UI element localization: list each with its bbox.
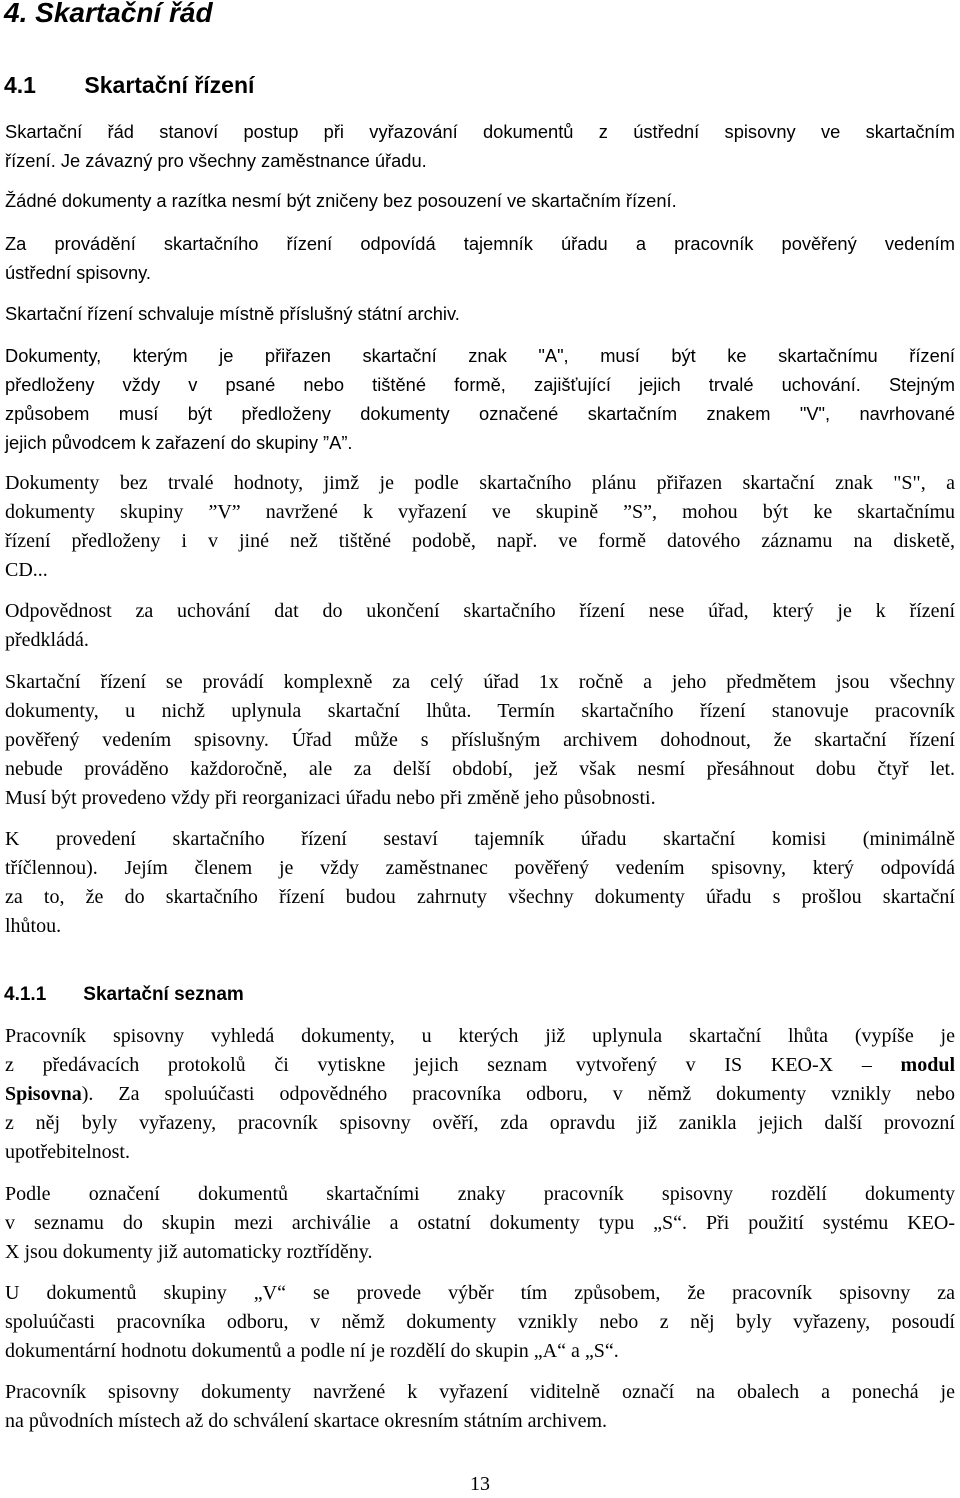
paragraph-line: z něj byly vyřazeny, pracovník spisovny ověří, zda opravdu již zanikla jejich další provozní [5, 1112, 955, 1134]
paragraph-line: způsobem musí být předloženy dokumenty označené skartačním znakem "V", navrhované [5, 403, 955, 424]
paragraph [5, 299, 955, 328]
paragraph-line: Odpovědnost za uchování dat do ukončení skartačního řízení nese úřad, který je k řízení [5, 600, 955, 622]
bold-term: modul [900, 1054, 955, 1076]
paragraph-line: v seznamu do skupin mezi archiválie a ostatní dokumenty typu „S“. Při použití systému KEO- [5, 1212, 955, 1234]
section-title: Skartační řízení [84, 72, 255, 98]
subsection-heading [4, 979, 244, 1011]
paragraph-line: U dokumentů skupiny „V“ se provede výběr tím způsobem, že pracovník spisovny za [5, 1282, 955, 1304]
paragraph-line: Pracovník spisovny vyhledá dokumenty, u kterých již uplynula skartační lhůta (vypíše je [5, 1025, 955, 1047]
paragraph-line: X jsou dokumenty již automaticky roztříděny. [5, 1241, 373, 1263]
paragraph [5, 1378, 955, 1436]
section-heading [4, 67, 254, 103]
paragraph [5, 341, 955, 457]
paragraph-line: z předávacích protokolů či vytiskne jejich seznam vytvořený v IS KEO-X – modul [5, 1054, 955, 1076]
paragraph-line: lhůtou. [5, 915, 62, 937]
paragraph-line: Dokumenty, kterým je přiřazen skartační znak "A", musí být ke skartačnímu řízení [5, 345, 955, 366]
paragraph-line: Dokumenty bez trvalé hodnoty, jimž je podle skartačního plánu přiřazen skartační znak "S", a [5, 472, 955, 494]
paragraph [5, 469, 955, 585]
paragraph [5, 229, 955, 287]
paragraph-line: Podle označení dokumentů skartačními znaky pracovník spisovny rozdělí dokumenty [5, 1183, 955, 1205]
paragraph-line: Musí být provedeno vždy při reorganizaci úřadu nebo při změně jeho působnosti. [5, 787, 656, 809]
paragraph-line: CD... [5, 559, 48, 581]
chapter-heading [4, 0, 213, 33]
paragraph-line: dokumenty, u nichž uplynula skartační lhůta. Termín skartačního řízení stanovuje pracovník [5, 700, 955, 722]
paragraph-line: jejich původcem k zařazení do skupiny ”A”. [5, 432, 353, 453]
section-number: 4.1 [4, 72, 36, 98]
paragraph-line: dokumentární hodnotu dokumentů a podle ní je rozdělí do skupin „A“ a „S“. [5, 1340, 619, 1362]
paragraph [5, 597, 955, 655]
paragraph-line: tříčlennou). Jejím členem je vždy zaměstnanec pověřený vedením spisovny, který odpovídá [5, 857, 955, 879]
paragraph-line: řízení. Je závazný pro všechny zaměstnance úřadu. [5, 150, 427, 171]
paragraph-line: na původních místech až do schválení skartace okresním státním archivem. [5, 1410, 608, 1432]
paragraph-line: spoluúčasti pracovníka odboru, v němž dokumenty vznikly nebo z něj byly vyřazeny, posoudí [5, 1311, 955, 1333]
paragraph [5, 186, 955, 215]
paragraph-line: upotřebitelnost. [5, 1141, 130, 1163]
paragraph [5, 668, 955, 813]
paragraph-line: nebude prováděno každoročně, ale za delší období, jež však nesmí přesáhnout dobu čtyř let. [5, 758, 955, 780]
paragraph-line: Skartační řízení se provádí komplexně za celý úřad 1x ročně a jeho předmětem jsou všechny [5, 671, 955, 693]
paragraph [5, 825, 955, 941]
paragraph-line: Žádné dokumenty a razítka nesmí být zničeny bez posouzení ve skartačním řízení. [5, 190, 677, 211]
paragraph-line: předkládá. [5, 629, 89, 651]
page-number: 13 [470, 1473, 490, 1495]
paragraph [5, 1022, 955, 1167]
paragraph-line: Skartační řád stanoví postup při vyřazování dokumentů z ústřední spisovny ve skartačním [5, 121, 955, 142]
chapter-title: Skartační řád [35, 0, 213, 28]
paragraph-line: pověřený vedením spisovny. Úřad může s příslušným archivem dohodnout, že skartační řízení [5, 729, 955, 751]
bold-term: Spisovna [5, 1083, 82, 1105]
paragraph-line: za to, že do skartačního řízení budou zahrnuty všechny dokumenty úřadu s prošlou skartační [5, 886, 955, 908]
subsection-title: Skartační seznam [83, 984, 244, 1005]
paragraph-line: Pracovník spisovny dokumenty navržené k vyřazení viditelně označí na obalech a ponechá je [5, 1381, 955, 1403]
paragraph-line: ústřední spisovny. [5, 262, 151, 283]
paragraph [5, 1180, 955, 1267]
paragraph [5, 117, 955, 175]
paragraph-line: Spisovna). Za spoluúčasti odpovědného pracovníka odboru, v němž dokumenty vznikly nebo [5, 1083, 955, 1105]
paragraph-line: Za provádění skartačního řízení odpovídá tajemník úřadu a pracovník pověřený vedením [5, 233, 955, 254]
paragraph-line: předloženy vždy v psané nebo tištěné formě, zajišťující jejich trvalé uchování. Stejným [5, 374, 955, 395]
paragraph-line: dokumenty skupiny ”V” navržené k vyřazení ve skupině ”S”, mohou být ke skartačnímu [5, 501, 955, 523]
chapter-number: 4. [4, 0, 28, 28]
paragraph-line: řízení předloženy i v jiné než tištěné podobě, např. ve formě datového záznamu na disketě, [5, 530, 955, 552]
paragraph-line: K provedení skartačního řízení sestaví tajemník úřadu skartační komisi (minimálně [5, 828, 955, 850]
paragraph [5, 1279, 955, 1366]
subsection-number: 4.1.1 [4, 984, 47, 1005]
paragraph-line: Skartační řízení schvaluje místně příslušný státní archiv. [5, 303, 460, 324]
